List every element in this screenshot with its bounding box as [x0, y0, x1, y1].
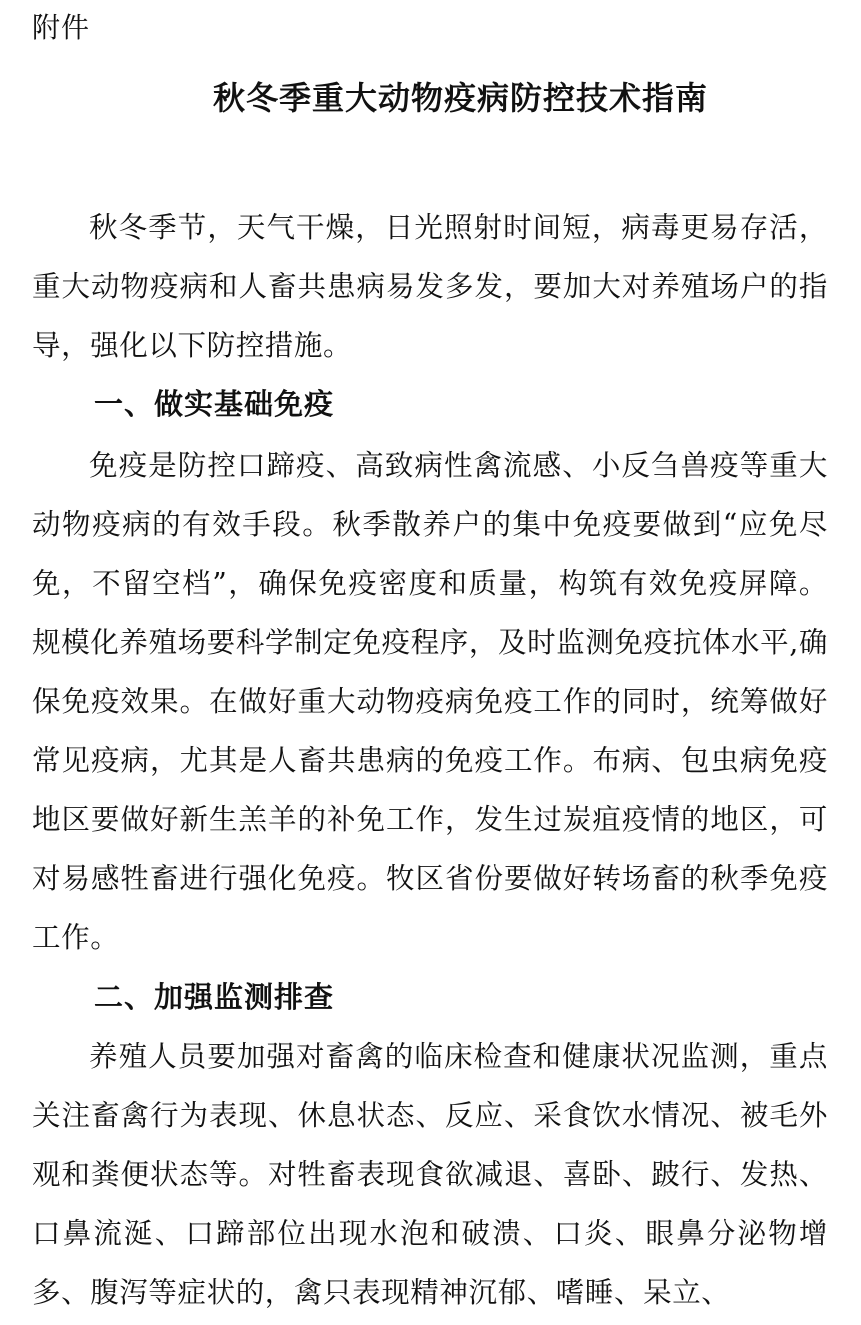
section-paragraph-immunization: 免疫是防控口蹄疫、高致病性禽流感、小反刍兽疫等重大动物疫病的有效手段。秋季散养户的集中免疫要做到“应免尽免，不留空档”，确保免疫密度和质量，构筑有效免疫屏障。规模化养殖场要科学制定免疫程序，及时监测免疫抗体水平,确保免疫效果。在做好重大动物疫病免疫工作的同时，统筹做好常见疫病，尤其是人畜共患病的免疫工作。布病、包虫病免疫地区要做好新生羔羊的补免工作，发生过炭疽疫情的地区，可对易感牲畜进行强化免疫。牧区省份要做好转场畜的秋季免疫工作。	[32, 449, 828, 954]
attachment-label: 附件	[32, 11, 91, 44]
section-heading-immunization: 一、做实基础免疫	[94, 387, 335, 421]
document-title: 秋冬季重大动物疫病防控技术指南	[212, 79, 708, 117]
section-paragraph-monitoring: 养殖人员要加强对畜禽的临床检查和健康状况监测，重点关注畜禽行为表现、休息状态、反应、采食饮水情况、被毛外观和粪便状态等。对牲畜表现食欲减退、喜卧、跛行、发热、口鼻流涎、口蹄部位出现水泡和破溃、口炎、眼鼻分泌物增多、腹泻等症状的，禽只表现精神沉郁、嗜睡、呆立、	[32, 1040, 828, 1309]
intro-paragraph: 秋冬季节，天气干燥，日光照射时间短，病毒更易存活，重大动物疫病和人畜共患病易发多发，要加大对养殖场户的指导，强化以下防控措施。	[32, 211, 828, 362]
section-heading-monitoring: 二、加强监测排查	[94, 980, 335, 1014]
